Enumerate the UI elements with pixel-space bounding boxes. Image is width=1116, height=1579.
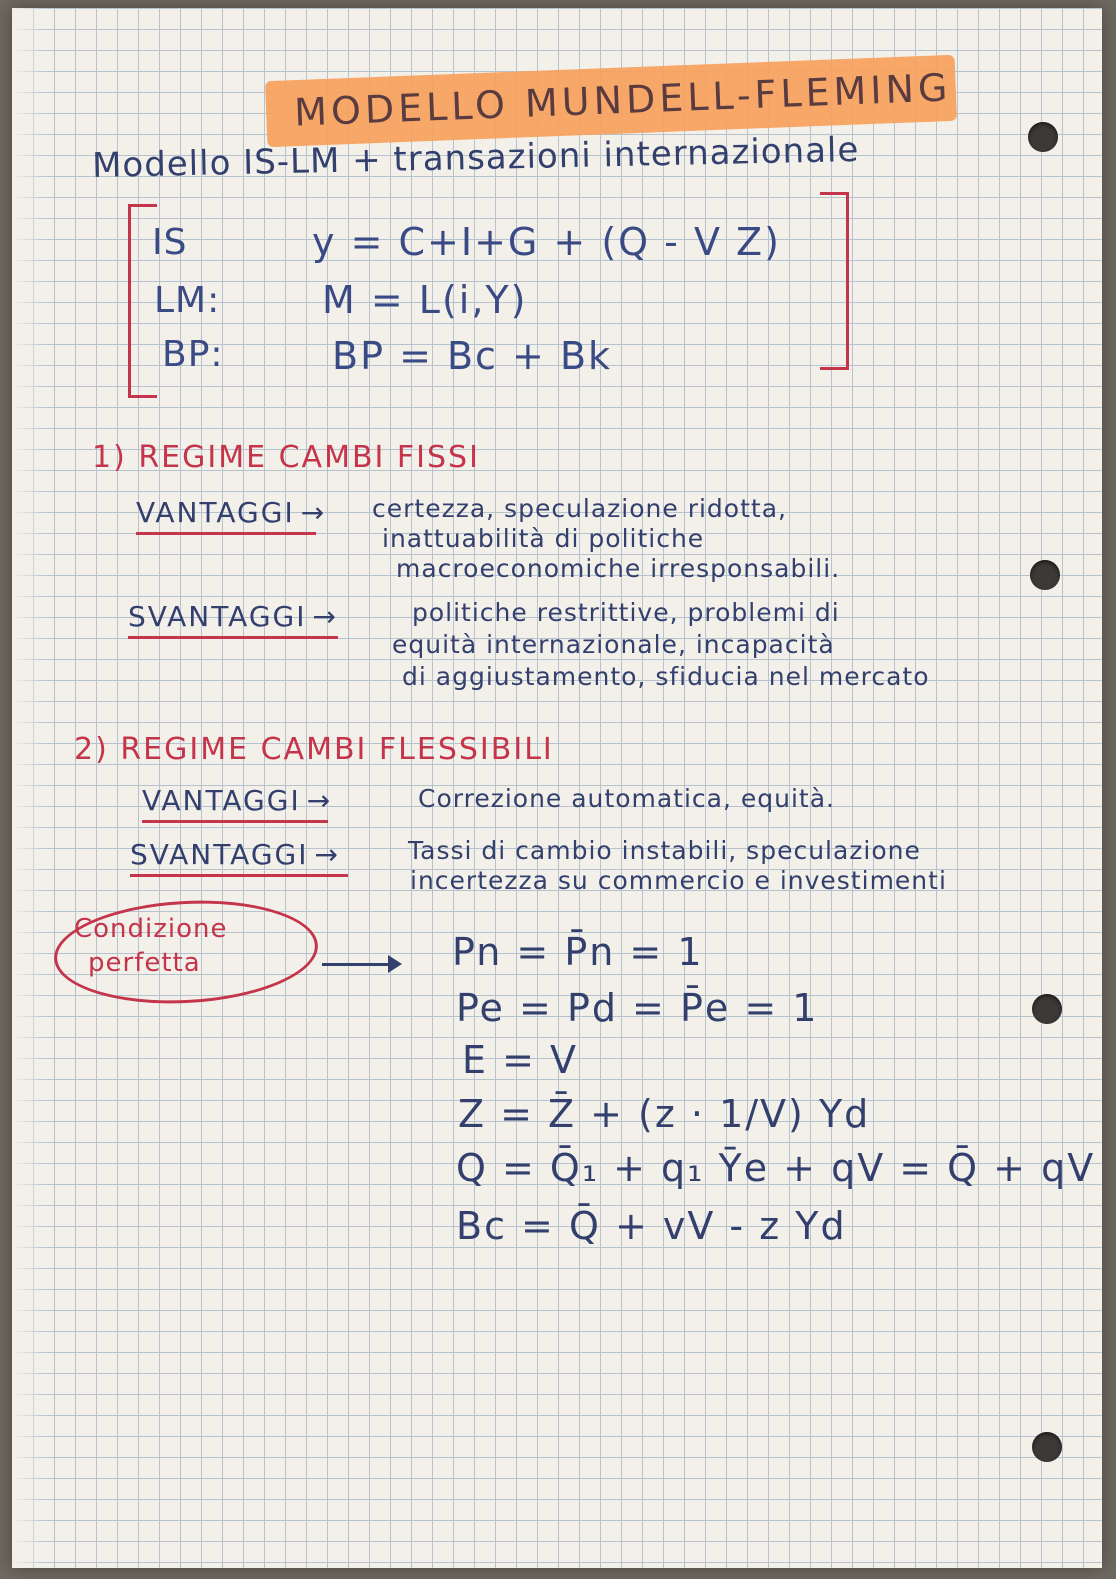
equation-bp: BP = Bc + Bk [332,334,613,378]
formula-bc: Bc = Q̄ + vV - z Yd [456,1204,847,1248]
section1-svantaggi-line: equità internazionale, incapacità [392,630,835,659]
section1-title: 1) REGIME CAMBI FISSI [92,440,480,475]
page-margin [12,8,46,1568]
section2-svantaggi-line: incertezza su commercio e investimenti [410,866,947,895]
section1-vantaggi-line: certezza, speculazione ridotta, [372,494,787,523]
formula-e: E = V [462,1038,579,1082]
right-bracket [820,192,849,370]
equation-is: y = C+I+G + (Q - V Z) [312,220,781,264]
section2-svantaggi-line: Tassi di cambio instabili, speculazione [408,836,921,865]
section1-vantaggi-line: inattuabilità di politiche [382,524,705,553]
page-title: MODELLO MUNDELL-FLEMING [293,65,953,135]
binder-hole [1028,122,1058,152]
arrow-icon: → [314,838,340,871]
section2-svantaggi-label: SVANTAGGI → [130,838,340,871]
formula-pe: Pe = Pd = P̄e = 1 [456,986,819,1030]
section2-vantaggi-line: Correzione automatica, equità. [418,784,835,813]
formula-z: Z = Z̄ + (z · 1/V) Yd [458,1092,871,1136]
condition-label: Condizione [74,914,228,944]
section2-vantaggi-label: VANTAGGI → [142,784,333,817]
section1-vantaggi-line: macroeconomiche irresponsabili. [396,554,841,583]
arrow-icon: → [300,496,327,529]
equation-label-is: IS [152,222,188,263]
formula-q: Q = Q̄₁ + q₁ Ȳe + qV = Q̄ + qV [456,1146,1096,1190]
arrow-head-icon [388,955,402,973]
formula-pn: Pn = P̄n = 1 [452,930,704,974]
equation-label-lm: LM: [154,280,221,321]
underline [128,636,338,639]
binder-hole [1032,1432,1062,1462]
section1-svantaggi-line: politiche restrittive, problemi di [412,598,840,627]
underline [142,820,328,823]
arrow-icon: → [306,784,333,817]
binder-hole [1032,994,1062,1024]
binder-hole [1030,560,1060,590]
notebook-page [12,8,1102,1568]
intro-text: Modello IS-LM + transazioni internazionale [91,129,860,187]
underline [130,874,348,877]
section1-vantaggi-label: VANTAGGI → [136,496,327,529]
section2-title: 2) REGIME CAMBI FLESSIBILI [74,732,554,767]
underline [136,532,316,535]
condition-label: perfetta [88,948,201,978]
section1-svantaggi-line: di aggiustamento, sfiducia nel mercato [402,662,930,691]
arrow-icon: → [312,600,338,633]
arrow-icon [322,963,394,966]
equation-lm: M = L(i,Y) [322,278,528,322]
equation-label-bp: BP: [162,334,224,375]
section1-svantaggi-label: SVANTAGGI → [128,600,338,633]
